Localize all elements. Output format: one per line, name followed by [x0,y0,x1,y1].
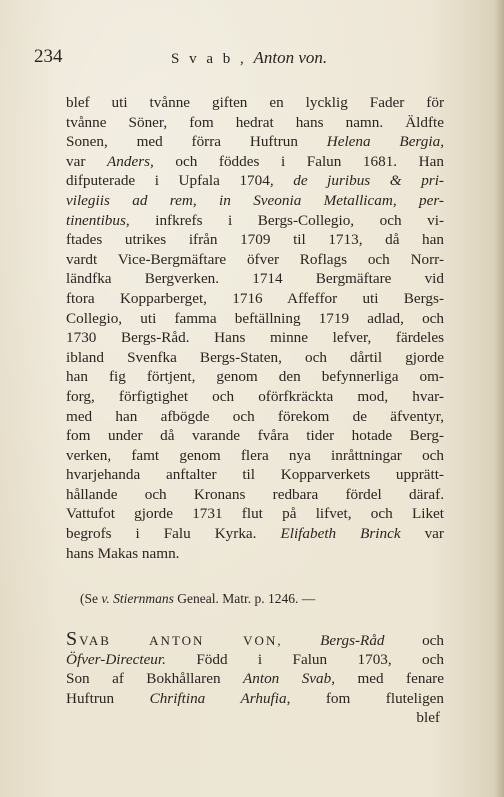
italic-run: Helena Bergia, [326,133,444,151]
text-run: , fom fluteligen [286,689,444,707]
text-line [66,650,444,670]
italic-run: Anton Svab [242,670,332,688]
italic-run: de juribus & pri- [293,172,444,190]
italic-run: Elifabeth Brinck [280,525,401,543]
text-line [66,504,444,524]
text-run: var [400,525,444,543]
reference-v: v. [101,591,110,606]
reference-note [80,591,420,607]
text-run: var [66,152,107,170]
text-line [66,407,444,427]
text-run: vardt Vice-Bergmäftare öfver Roflags och Norr- [66,250,444,268]
reference-open: (Se [80,591,102,606]
text-line [66,485,444,505]
text-line [66,630,444,650]
running-head-name: Anton von. [253,48,328,67]
text-line [66,689,444,709]
text-run: tvånne Söner, fom hedrat hans namn. Äldfte [66,113,444,131]
italic-run: Anders, [106,152,154,170]
small-caps-run: VAB ANTON VON, [79,633,283,648]
text-line [66,465,444,485]
text-line [66,171,444,191]
next-entry [66,630,444,728]
text-run: fom under då varande fvåra tider hotade Berg- [66,427,444,445]
text-line [66,446,444,466]
reference-rest: Geneal. Matr. p. 1246. — [173,591,316,606]
text-run: Född i Falun 1703, och [165,650,444,668]
italic-run: Öfver-Directeur. [66,650,166,668]
text-run: difputerade i Upfala 1704, [66,172,294,190]
page-number: 234 [34,46,63,67]
text-line [66,250,444,270]
text-line [66,367,444,387]
text-line [66,309,444,329]
text-run: ftora Kopparberget, 1716 Affeffor uti Bergs- [66,289,444,307]
text-run: ibland Svenfka Bergs-Staten, och dårtil gjorde [66,348,444,366]
text-run: Vattufot gjorde 1731 flut på lifvet, och Liket [66,505,444,523]
text-run [283,632,321,649]
text-run: och föddes i Falun 1681. Han [153,152,444,170]
text-line [66,669,444,689]
text-line [66,544,444,564]
text-line [66,426,444,446]
text-line [66,93,444,113]
italic-run: vilegiis ad rem, in Sveonia Metallicam, per- [66,191,444,209]
text-run: blef uti tvånne giften en lycklig Fader för [66,94,444,111]
text-line [66,269,444,289]
text-run: Sonen, med förra Huftrun [66,133,327,151]
text-run: Huftrun [66,689,150,707]
text-run: begrofs i Falu Kyrka. [66,525,281,543]
text-run: och [384,632,444,649]
text-line [66,211,444,231]
page-edge-shadow [494,0,504,797]
text-run: Son af Bokhållaren [66,670,243,688]
text-line [66,230,444,250]
text-run: Collegio, uti famma beftällning 1719 adlad, och [66,309,444,327]
italic-run: tinentibus [66,211,126,229]
text-line [66,387,444,407]
text-run: , infkrefs i Bergs-Collegio, och vi- [125,211,444,229]
text-run: hans Makas namn. [66,544,180,562]
text-run: han fig förtjent, genom den befynnerliga om- [66,368,444,386]
text-line [66,132,444,152]
running-head-prefix: S v a b , [171,51,247,67]
text-run: forg, förfigtighet och oförfkräckta mod, hvar- [66,387,444,405]
text-run: ländfka Bergverken. 1714 Bergmäftare vid [66,270,444,288]
text-run: med han afbögde och förekom de äfventyr, [66,407,444,425]
main-paragraph [66,93,444,563]
initial-capital: S [66,630,80,650]
text-line [66,113,444,133]
catchword: blef [416,709,440,727]
text-run: 1730 Bergs-Råd. Hans minne lefver, färdeles [66,329,444,347]
italic-run: Chriftina Arhufia [149,689,287,707]
text-line [66,289,444,309]
text-line [66,524,444,544]
text-run: , med fenare [331,670,444,688]
page-header [34,44,464,70]
italic-run: Bergs-Råd [320,632,385,649]
text-run: verken, famt genom flera nya inråttningar och [66,446,444,464]
text-line [66,191,444,211]
text-line [66,328,444,348]
text-run: hållande och Kronans redbara fördel däraf. [66,485,444,503]
text-run: ftades utrikes ifrån 1709 til 1713, då han [66,231,444,249]
text-line [66,152,444,172]
text-run: hvarjehanda anftalter til Kopparverkets upprätt- [66,466,444,484]
text-line [66,348,444,368]
reference-author: Stiernmans [113,591,174,606]
running-head [171,48,327,68]
